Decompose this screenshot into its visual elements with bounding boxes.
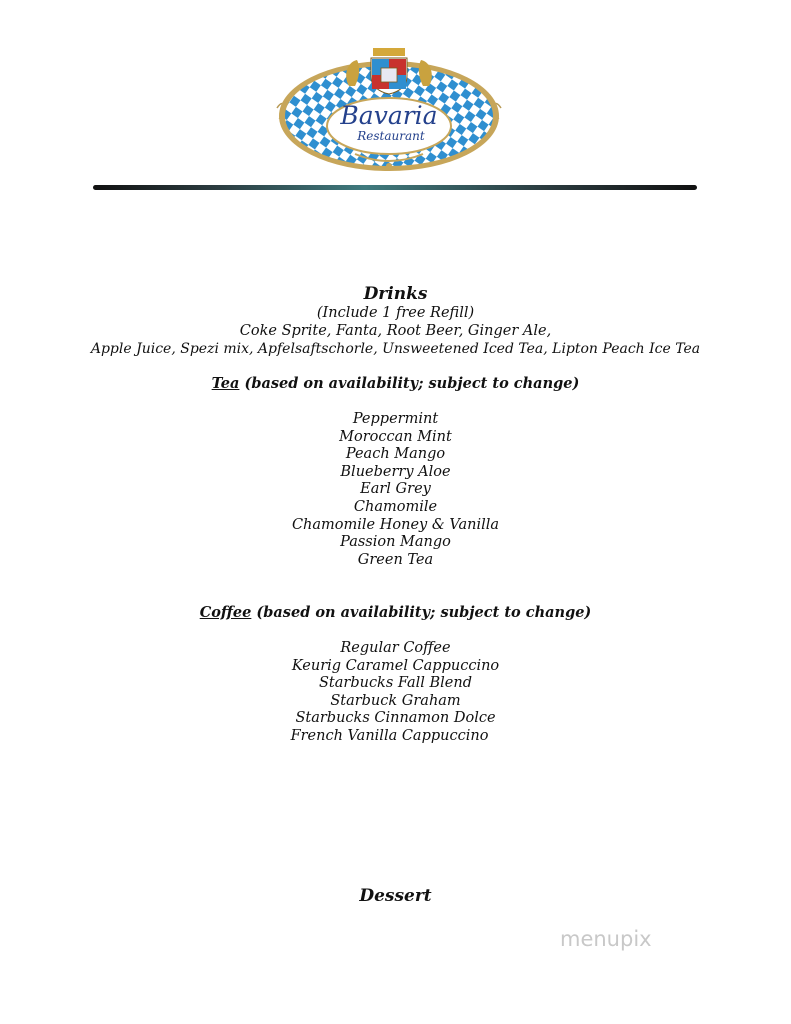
- tea-item: Passion Mango: [340, 534, 451, 551]
- menupix-watermark: [552, 918, 702, 958]
- logo-name: Bavaria: [340, 101, 438, 130]
- coffee-availability-note: (based on availability; subject to change): [251, 604, 592, 621]
- coffee-item: Starbuck Graham: [330, 692, 461, 709]
- coffee-heading: [0, 604, 791, 621]
- tea-item: Chamomile Honey & Vanilla: [291, 516, 500, 533]
- coffee-item: Starbucks Cinnamon Dolce: [295, 710, 496, 727]
- dessert-heading: Dessert: [359, 886, 432, 906]
- coffee-item: Regular Coffee: [340, 640, 451, 656]
- tea-heading: [0, 375, 791, 392]
- tea-label: Tea: [211, 375, 240, 392]
- logo-subtitle: Restaurant: [357, 129, 425, 143]
- tea-item: Peppermint: [352, 411, 439, 427]
- bavaria-restaurant-logo: [273, 42, 505, 180]
- tea-item: Blueberry Aloe: [340, 463, 451, 480]
- tea-item: Green Tea: [357, 551, 434, 568]
- drinks-refill-note: (Include 1 free Refill): [316, 305, 475, 321]
- coffee-item: Keurig Caramel Cappuccino: [291, 657, 500, 674]
- coffee-item: French Vanilla Cappuccino: [290, 728, 489, 744]
- tea-item: Chamomile: [353, 499, 438, 515]
- tea-item: Moroccan Mint: [339, 428, 452, 445]
- drinks-line-2: Apple Juice, Spezi mix, Apfelsaftschorle, Unsweetened Iced Tea, Lipton Peach Ice Tea: [90, 341, 701, 357]
- drinks-line-1: Coke Sprite, Fanta, Root Beer, Ginger Ale,: [239, 323, 552, 339]
- tea-item: Peach Mango: [345, 446, 446, 463]
- drinks-heading: Drinks: [363, 284, 428, 304]
- watermark-text: menupix: [560, 927, 652, 951]
- coffee-label: Coffee: [199, 604, 252, 621]
- header-divider: [93, 185, 697, 190]
- tea-availability-note: (based on availability; subject to change): [239, 375, 580, 392]
- tea-item: Earl Grey: [360, 481, 431, 498]
- coffee-item: Starbucks Fall Blend: [318, 675, 472, 692]
